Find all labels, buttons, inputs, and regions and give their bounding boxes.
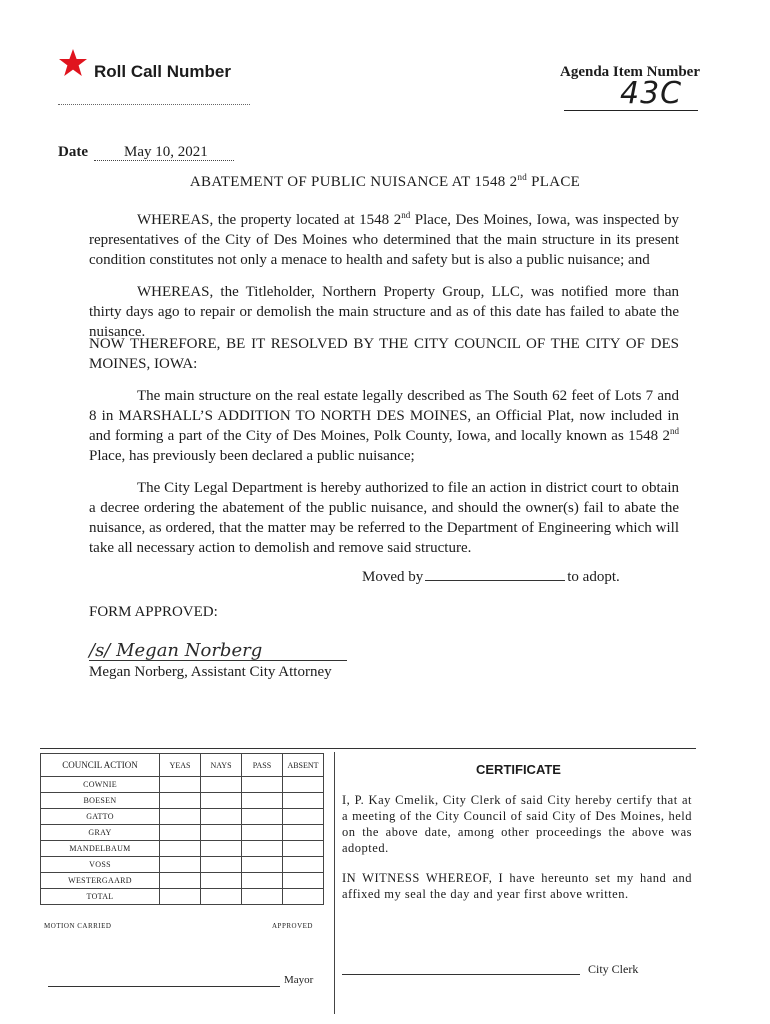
certificate-paragraph-1: I, P. Kay Cmelik, City Clerk of said City hereby certify that at a meeting of the City Council of said City of Des Moines, held on the above date, among other proceedings the above was adopted. [342,793,692,855]
member-cownie: COWNIE [41,777,160,793]
motion-carried-label: MOTION CARRIED [44,922,112,930]
paragraph-4 [89,386,679,466]
city-clerk-label: City Clerk [588,962,639,976]
paragraph-5 [89,478,679,558]
vote-cell[interactable] [160,793,201,809]
vote-cell[interactable] [283,793,324,809]
paragraph-5-text: The City Legal Department is hereby authorized to file an action in district court to obtain a decree ordering the abatement of the public nuisance, and should the owner(s) fail to abate the nuisance, as ordered, that the matter may be referred to the Department of Engineering which will take all necessary action to demolish and remove said structure. [89,480,679,556]
member-mandelbaum: MANDELBAUM [41,841,160,857]
vertical-divider [334,752,335,1014]
title-text: ABATEMENT OF PUBLIC NUISANCE AT 1548 2 [189,174,518,190]
member-gatto: GATTO [41,809,160,825]
total-row-label: TOTAL [41,889,160,905]
vote-cell[interactable] [201,873,242,889]
vote-cell[interactable] [160,809,201,825]
vote-cell[interactable] [201,841,242,857]
paragraph-1-sup: nd [401,210,411,220]
roll-call-label: Roll Call Number [94,62,231,81]
member-boesen: BOESEN [41,793,160,809]
member-voss: VOSS [41,857,160,873]
council-header-row [41,754,324,777]
vote-cell[interactable] [242,793,283,809]
certificate-text-1 [342,792,692,856]
vote-cell[interactable] [242,857,283,873]
vote-cell[interactable] [242,777,283,793]
section-divider [40,748,696,749]
vote-cell[interactable] [201,857,242,873]
vote-cell[interactable] [283,825,324,841]
certificate-text-2 [342,870,692,902]
paragraph-4-text-end: Place, has previously been declared a public nuisance; [89,448,415,464]
vote-cell[interactable] [201,809,242,825]
mayor-signature-line[interactable] [48,986,280,987]
agenda-item-label: Agenda Item Number [560,64,700,80]
title-sup: nd [517,172,528,182]
clerk-signature-line[interactable] [342,974,580,975]
vote-cell[interactable] [283,809,324,825]
vote-cell[interactable] [201,825,242,841]
title-text-end: PLACE [527,174,581,190]
paragraph-2-text: WHEREAS, the Titleholder, Northern Property Group, LLC, was notified more than thirty days ago to repair or demolish the main structure and as of this date has failed to abate the nuisance. [89,284,679,340]
date-row [58,144,234,161]
total-cell[interactable] [283,889,324,905]
agenda-item-number: 43C [620,76,683,111]
vote-cell[interactable] [283,777,324,793]
agenda-item-line [564,110,698,111]
table-row [41,857,324,873]
attorney-signature: /s/ Megan Norberg [89,640,263,661]
table-row [41,841,324,857]
header-yeas: YEAS [160,754,201,777]
header-absent: ABSENT [283,754,324,777]
paragraph-1-text-end: Place, Des Moines, Iowa, was inspected by representatives of the City of Des Moines who determined that the main structure in its present condition constitutes not only a menace to health and safety but is also a public nuisance; and [89,212,679,268]
roll-call-number-line [58,104,250,105]
resolution-title [0,174,770,191]
to-adopt-label: to adopt. [567,569,620,585]
vote-cell[interactable] [283,873,324,889]
vote-cell[interactable] [160,777,201,793]
certificate-title: CERTIFICATE [476,762,561,777]
form-approved-label: FORM APPROVED: [89,604,218,620]
certificate-paragraph-2: IN WITNESS WHEREOF, I have hereunto set my hand and affixed my seal the day and year first above written. [342,871,692,901]
paragraph-3 [89,334,679,374]
table-row [41,873,324,889]
moved-by-line [362,568,620,586]
header-council-action: COUNCIL ACTION [41,754,160,777]
paragraph-4-sup: nd [670,426,679,436]
moved-by-label: Moved by [362,569,424,585]
table-row [41,793,324,809]
vote-cell[interactable] [242,841,283,857]
total-cell[interactable] [242,889,283,905]
signature-line [89,660,347,661]
vote-cell[interactable] [242,809,283,825]
vote-cell[interactable] [201,777,242,793]
table-row [41,777,324,793]
paragraph-1-text: WHEREAS, the property located at 1548 2 [137,212,402,228]
vote-cell[interactable] [242,825,283,841]
date-label: Date [58,144,88,160]
council-action-table [40,753,324,905]
vote-cell[interactable] [160,841,201,857]
header-pass: PASS [242,754,283,777]
vote-cell[interactable] [160,857,201,873]
vote-cell[interactable] [160,825,201,841]
vote-cell[interactable] [283,841,324,857]
vote-cell[interactable] [242,873,283,889]
table-row [41,809,324,825]
vote-cell[interactable] [201,793,242,809]
attorney-name: Megan Norberg, Assistant City Attorney [89,664,332,680]
paragraph-4-text: The main structure on the real estate legally described as The South 62 feet of Lots 7 and 8 in MARSHALL’S ADDITION TO NORTH DES MOINES, an Official Plat, now included in and forming a part of the City of Des Moines, Polk County, Iowa, and locally known as 1548 2 [89,388,679,444]
table-row [41,825,324,841]
vote-cell[interactable] [283,857,324,873]
mayor-label: Mayor [284,974,314,986]
table-row [41,889,324,905]
vote-cell[interactable] [160,873,201,889]
approved-label: APPROVED [272,922,313,930]
paragraph-2 [89,282,679,342]
total-cell[interactable] [201,889,242,905]
star-icon [58,48,88,78]
paragraph-3-text: NOW THEREFORE, BE IT RESOLVED BY THE CITY COUNCIL OF THE CITY OF DES MOINES, IOWA: [89,336,679,372]
total-cell[interactable] [160,889,201,905]
date-value: May 10, 2021 [94,144,234,161]
member-westergaard: WESTERGAARD [41,873,160,889]
moved-by-blank[interactable] [425,568,565,581]
paragraph-1 [89,210,679,270]
member-gray: GRAY [41,825,160,841]
header-nays: NAYS [201,754,242,777]
